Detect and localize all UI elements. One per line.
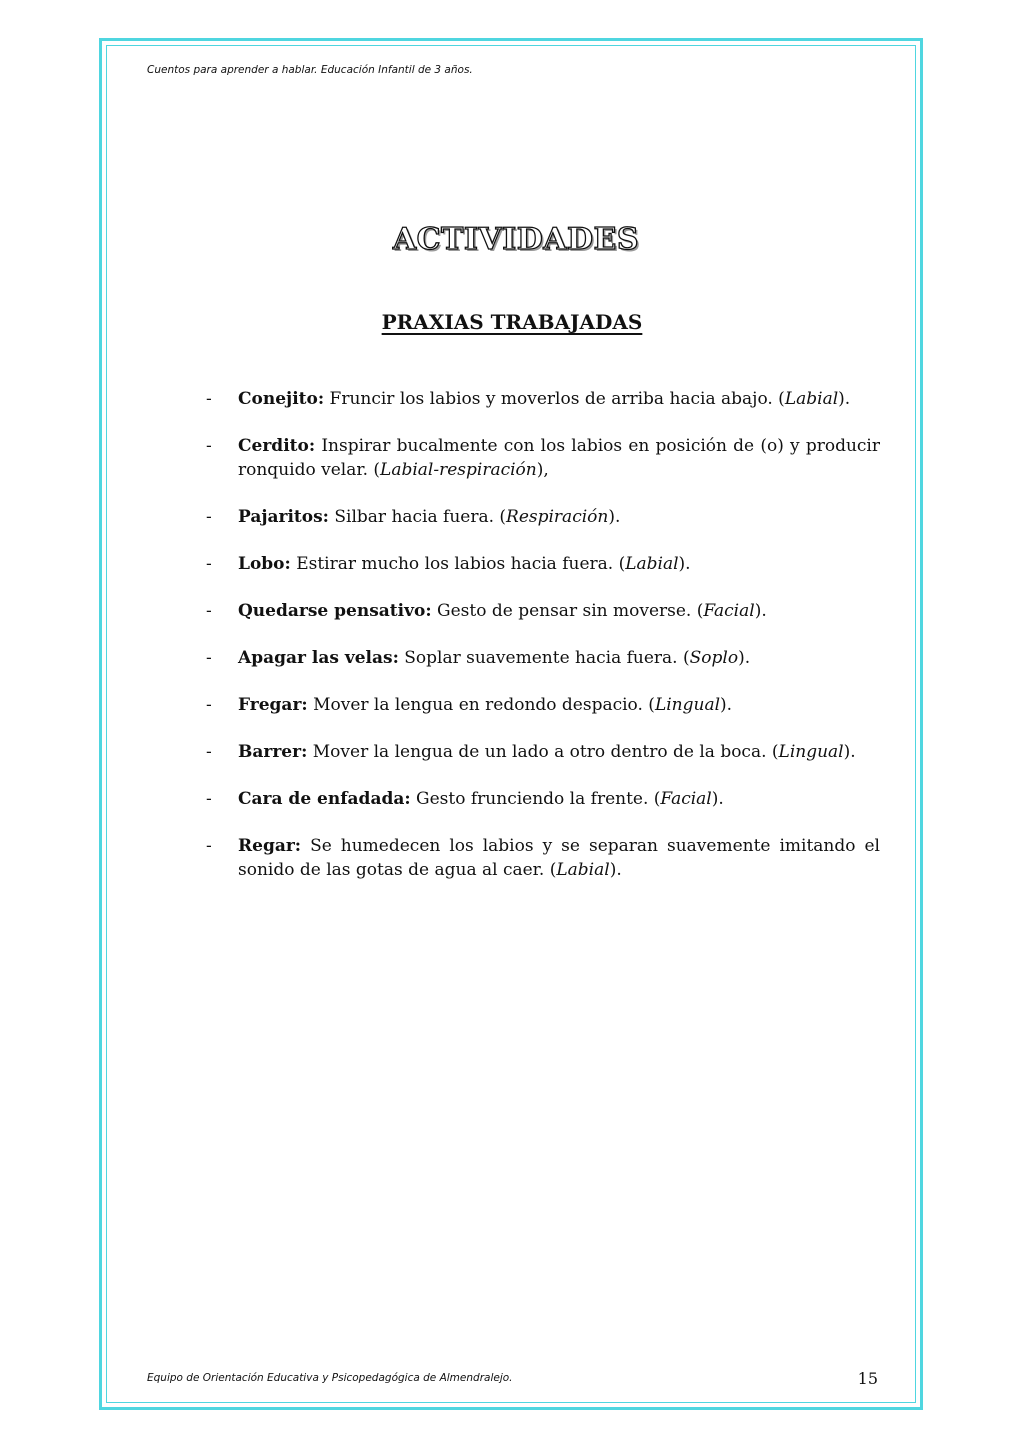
page-number: 15 bbox=[857, 1369, 878, 1388]
activity-description: Gesto frunciendo la frente. ( bbox=[410, 789, 661, 809]
activity-description: Fruncir los labios y moverlos de arriba hacia abajo. ( bbox=[324, 389, 785, 409]
page-header: Cuentos para aprender a hablar. Educación Infantil de 3 años. bbox=[147, 64, 473, 76]
list-dash: - bbox=[206, 436, 212, 456]
activity-end: ). bbox=[608, 507, 621, 527]
activity-term: Apagar las velas: bbox=[238, 648, 399, 668]
activity-description: Se humedecen los labios y se separan suavemente imitando el sonido de las gotas de agua al caer. ( bbox=[238, 836, 880, 880]
activity-term: Lobo: bbox=[238, 554, 291, 574]
activity-category: Soplo bbox=[689, 648, 739, 668]
list-dash: - bbox=[206, 554, 212, 574]
activity-category: Lingual bbox=[654, 695, 721, 715]
activity-category: Labial-respiración bbox=[380, 460, 537, 480]
list-item bbox=[200, 552, 880, 576]
activity-description: Inspirar bucalmente con los labios en posición de (o) y producir ronquido velar. ( bbox=[238, 436, 880, 480]
list-item bbox=[200, 599, 880, 623]
list-dash: - bbox=[206, 789, 212, 809]
activity-category: Respiración bbox=[506, 507, 609, 527]
activity-category: Lingual bbox=[778, 742, 844, 762]
activity-end: ). bbox=[843, 742, 856, 762]
activity-term: Barrer: bbox=[238, 742, 308, 762]
activity-description: Mover la lengua en redondo despacio. ( bbox=[307, 695, 655, 715]
list-item bbox=[200, 434, 880, 482]
activity-text bbox=[238, 599, 880, 623]
activity-term: Cara de enfadada: bbox=[238, 789, 411, 809]
activity-term: Cerdito: bbox=[238, 436, 316, 456]
activity-term: Pajaritos: bbox=[238, 507, 329, 527]
list-dash: - bbox=[206, 601, 212, 621]
list-item bbox=[200, 505, 880, 529]
activity-text bbox=[238, 552, 880, 576]
activity-description: Soplar suavemente hacia fuera. ( bbox=[398, 648, 690, 668]
list-item bbox=[200, 387, 880, 411]
page-footer: Equipo de Orientación Educativa y Psicopedagógica de Almendralejo. bbox=[147, 1372, 513, 1384]
activity-text bbox=[238, 834, 880, 882]
activity-description: Gesto de pensar sin moverse. ( bbox=[431, 601, 704, 621]
activity-end: ). bbox=[838, 389, 851, 409]
list-item bbox=[200, 834, 880, 882]
activity-description: Silbar hacia fuera. ( bbox=[328, 507, 507, 527]
activity-text bbox=[238, 740, 880, 764]
activity-end: ). bbox=[678, 554, 691, 574]
list-item bbox=[200, 740, 880, 764]
list-item bbox=[200, 787, 880, 811]
activity-term: Fregar: bbox=[238, 695, 308, 715]
page-title: ACTIVIDADES bbox=[392, 222, 640, 257]
list-dash: - bbox=[206, 836, 212, 856]
list-dash: - bbox=[206, 648, 212, 668]
activity-text bbox=[238, 693, 880, 717]
activity-category: Facial bbox=[660, 789, 712, 809]
list-item bbox=[200, 693, 880, 717]
activity-category: Labial bbox=[556, 860, 610, 880]
list-dash: - bbox=[206, 695, 212, 715]
activity-text bbox=[238, 505, 880, 529]
activity-description: Mover la lengua de un lado a otro dentro de la boca. ( bbox=[307, 742, 779, 762]
activity-category: Labial bbox=[625, 554, 679, 574]
activity-category: Labial bbox=[784, 389, 839, 409]
activity-list bbox=[200, 387, 880, 905]
section-subtitle: PRAXIAS TRABAJADAS bbox=[381, 310, 643, 334]
activity-description: Estirar mucho los labios hacia fuera. ( bbox=[290, 554, 626, 574]
list-dash: - bbox=[206, 742, 212, 762]
activity-end: ). bbox=[609, 860, 622, 880]
activity-term: Regar: bbox=[238, 836, 302, 856]
list-dash: - bbox=[206, 389, 212, 409]
list-dash: - bbox=[206, 507, 212, 527]
activity-end: ). bbox=[738, 648, 751, 668]
activity-text bbox=[238, 387, 880, 411]
activity-text bbox=[238, 646, 880, 670]
list-item bbox=[200, 646, 880, 670]
activity-end: ). bbox=[711, 789, 724, 809]
activity-end: ). bbox=[754, 601, 767, 621]
activity-term: Conejito: bbox=[238, 389, 325, 409]
activity-category: Facial bbox=[703, 601, 755, 621]
activity-end: ). bbox=[720, 695, 733, 715]
activity-text bbox=[238, 434, 880, 482]
activity-text bbox=[238, 787, 880, 811]
activity-term: Quedarse pensativo: bbox=[238, 601, 432, 621]
activity-end: ), bbox=[536, 460, 549, 480]
